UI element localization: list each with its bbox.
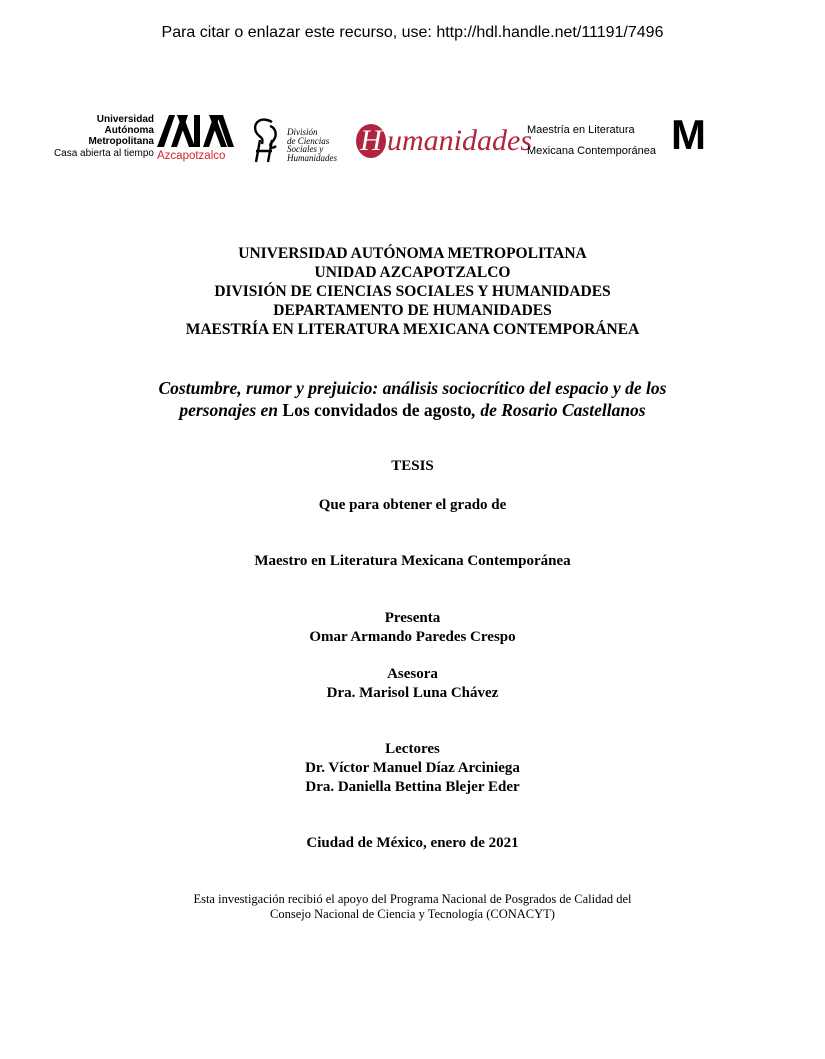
maestria-line1: Maestría en Literatura bbox=[527, 124, 635, 136]
title-line1: Costumbre, rumor y prejuicio: análisis sociocrítico del espacio y de los bbox=[158, 378, 667, 398]
maestria-line2: Mexicana Contemporánea bbox=[527, 145, 657, 157]
csh-monogram-icon bbox=[250, 116, 286, 164]
title-line2-suffix: , de Rosario Castellanos bbox=[471, 400, 646, 420]
csh-logo-text bbox=[287, 128, 353, 162]
csh-line1: División bbox=[287, 127, 318, 137]
place-date: Ciudad de México, enero de 2021 bbox=[306, 835, 519, 851]
uam-name-line3: Metropolitana bbox=[88, 136, 154, 147]
funding-line1: Esta investigación recibió el apoyo del Programa Nacional de Posgrados de Calidad del bbox=[193, 892, 632, 906]
document-type: TESIS bbox=[391, 458, 434, 474]
presenter-name: Omar Armando Paredes Crespo bbox=[309, 629, 516, 645]
institution-line: DEPARTAMENTO DE HUMANIDADES bbox=[273, 302, 552, 319]
logo-bar bbox=[0, 108, 825, 170]
institution-line: UNIDAD AZCAPOTZALCO bbox=[314, 264, 511, 281]
institution-line: DIVISIÓN DE CIENCIAS SOCIALES Y HUMANIDADES bbox=[214, 283, 611, 300]
readers-label: Lectores bbox=[385, 741, 440, 757]
advisor-label: Asesora bbox=[387, 666, 438, 682]
humanidades-initial: H bbox=[356, 124, 386, 158]
uam-emblem-icon bbox=[157, 114, 235, 148]
funding-line2: Consejo Nacional de Ciencia y Tecnología (CONACYT) bbox=[270, 907, 555, 921]
csh-line2: de Ciencias bbox=[287, 135, 330, 146]
citation-line: Para citar o enlazar este recurso, use: http://hdl.handle.net/11191/7496 bbox=[161, 24, 664, 41]
uam-logo-text bbox=[48, 114, 154, 159]
presenter-block bbox=[0, 609, 825, 647]
title-work-name: Los convidados de agosto bbox=[282, 400, 472, 420]
advisor-name: Dra. Marisol Luna Chávez bbox=[326, 685, 499, 701]
maestria-mark: M bbox=[671, 111, 706, 158]
maestria-logo-text bbox=[527, 120, 656, 162]
humanidades-word: umanidades bbox=[387, 124, 532, 157]
funding-note bbox=[0, 892, 825, 922]
title-line2-prefix: personajes en bbox=[179, 400, 283, 420]
uam-name-line2: Autónoma bbox=[104, 125, 154, 136]
institution-block bbox=[0, 244, 825, 339]
csh-line3: Sociales y bbox=[287, 144, 324, 154]
readers-block bbox=[0, 740, 825, 797]
humanidades-logo bbox=[356, 124, 532, 158]
reader-name: Dra. Daniella Bettina Blejer Eder bbox=[305, 779, 520, 795]
csh-line4: Humanidades bbox=[287, 152, 337, 163]
uam-name-line1: Universidad bbox=[96, 114, 154, 125]
reader-name: Dr. Víctor Manuel Díaz Arciniega bbox=[305, 760, 520, 776]
advisor-block bbox=[0, 665, 825, 703]
institution-line: MAESTRÍA EN LITERATURA MEXICANA CONTEMPORÁNEA bbox=[185, 321, 640, 338]
uam-unit: Azcapotzalco bbox=[157, 150, 226, 162]
uam-tagline: Casa abierta al tiempo bbox=[53, 148, 154, 159]
degree-intro: Que para obtener el grado de bbox=[318, 497, 507, 513]
institution-line: UNIVERSIDAD AUTÓNOMA METROPOLITANA bbox=[238, 245, 587, 262]
thesis-title bbox=[0, 377, 825, 421]
presenter-label: Presenta bbox=[384, 610, 441, 626]
degree-name: Maestro en Literatura Mexicana Contemporánea bbox=[254, 553, 571, 569]
